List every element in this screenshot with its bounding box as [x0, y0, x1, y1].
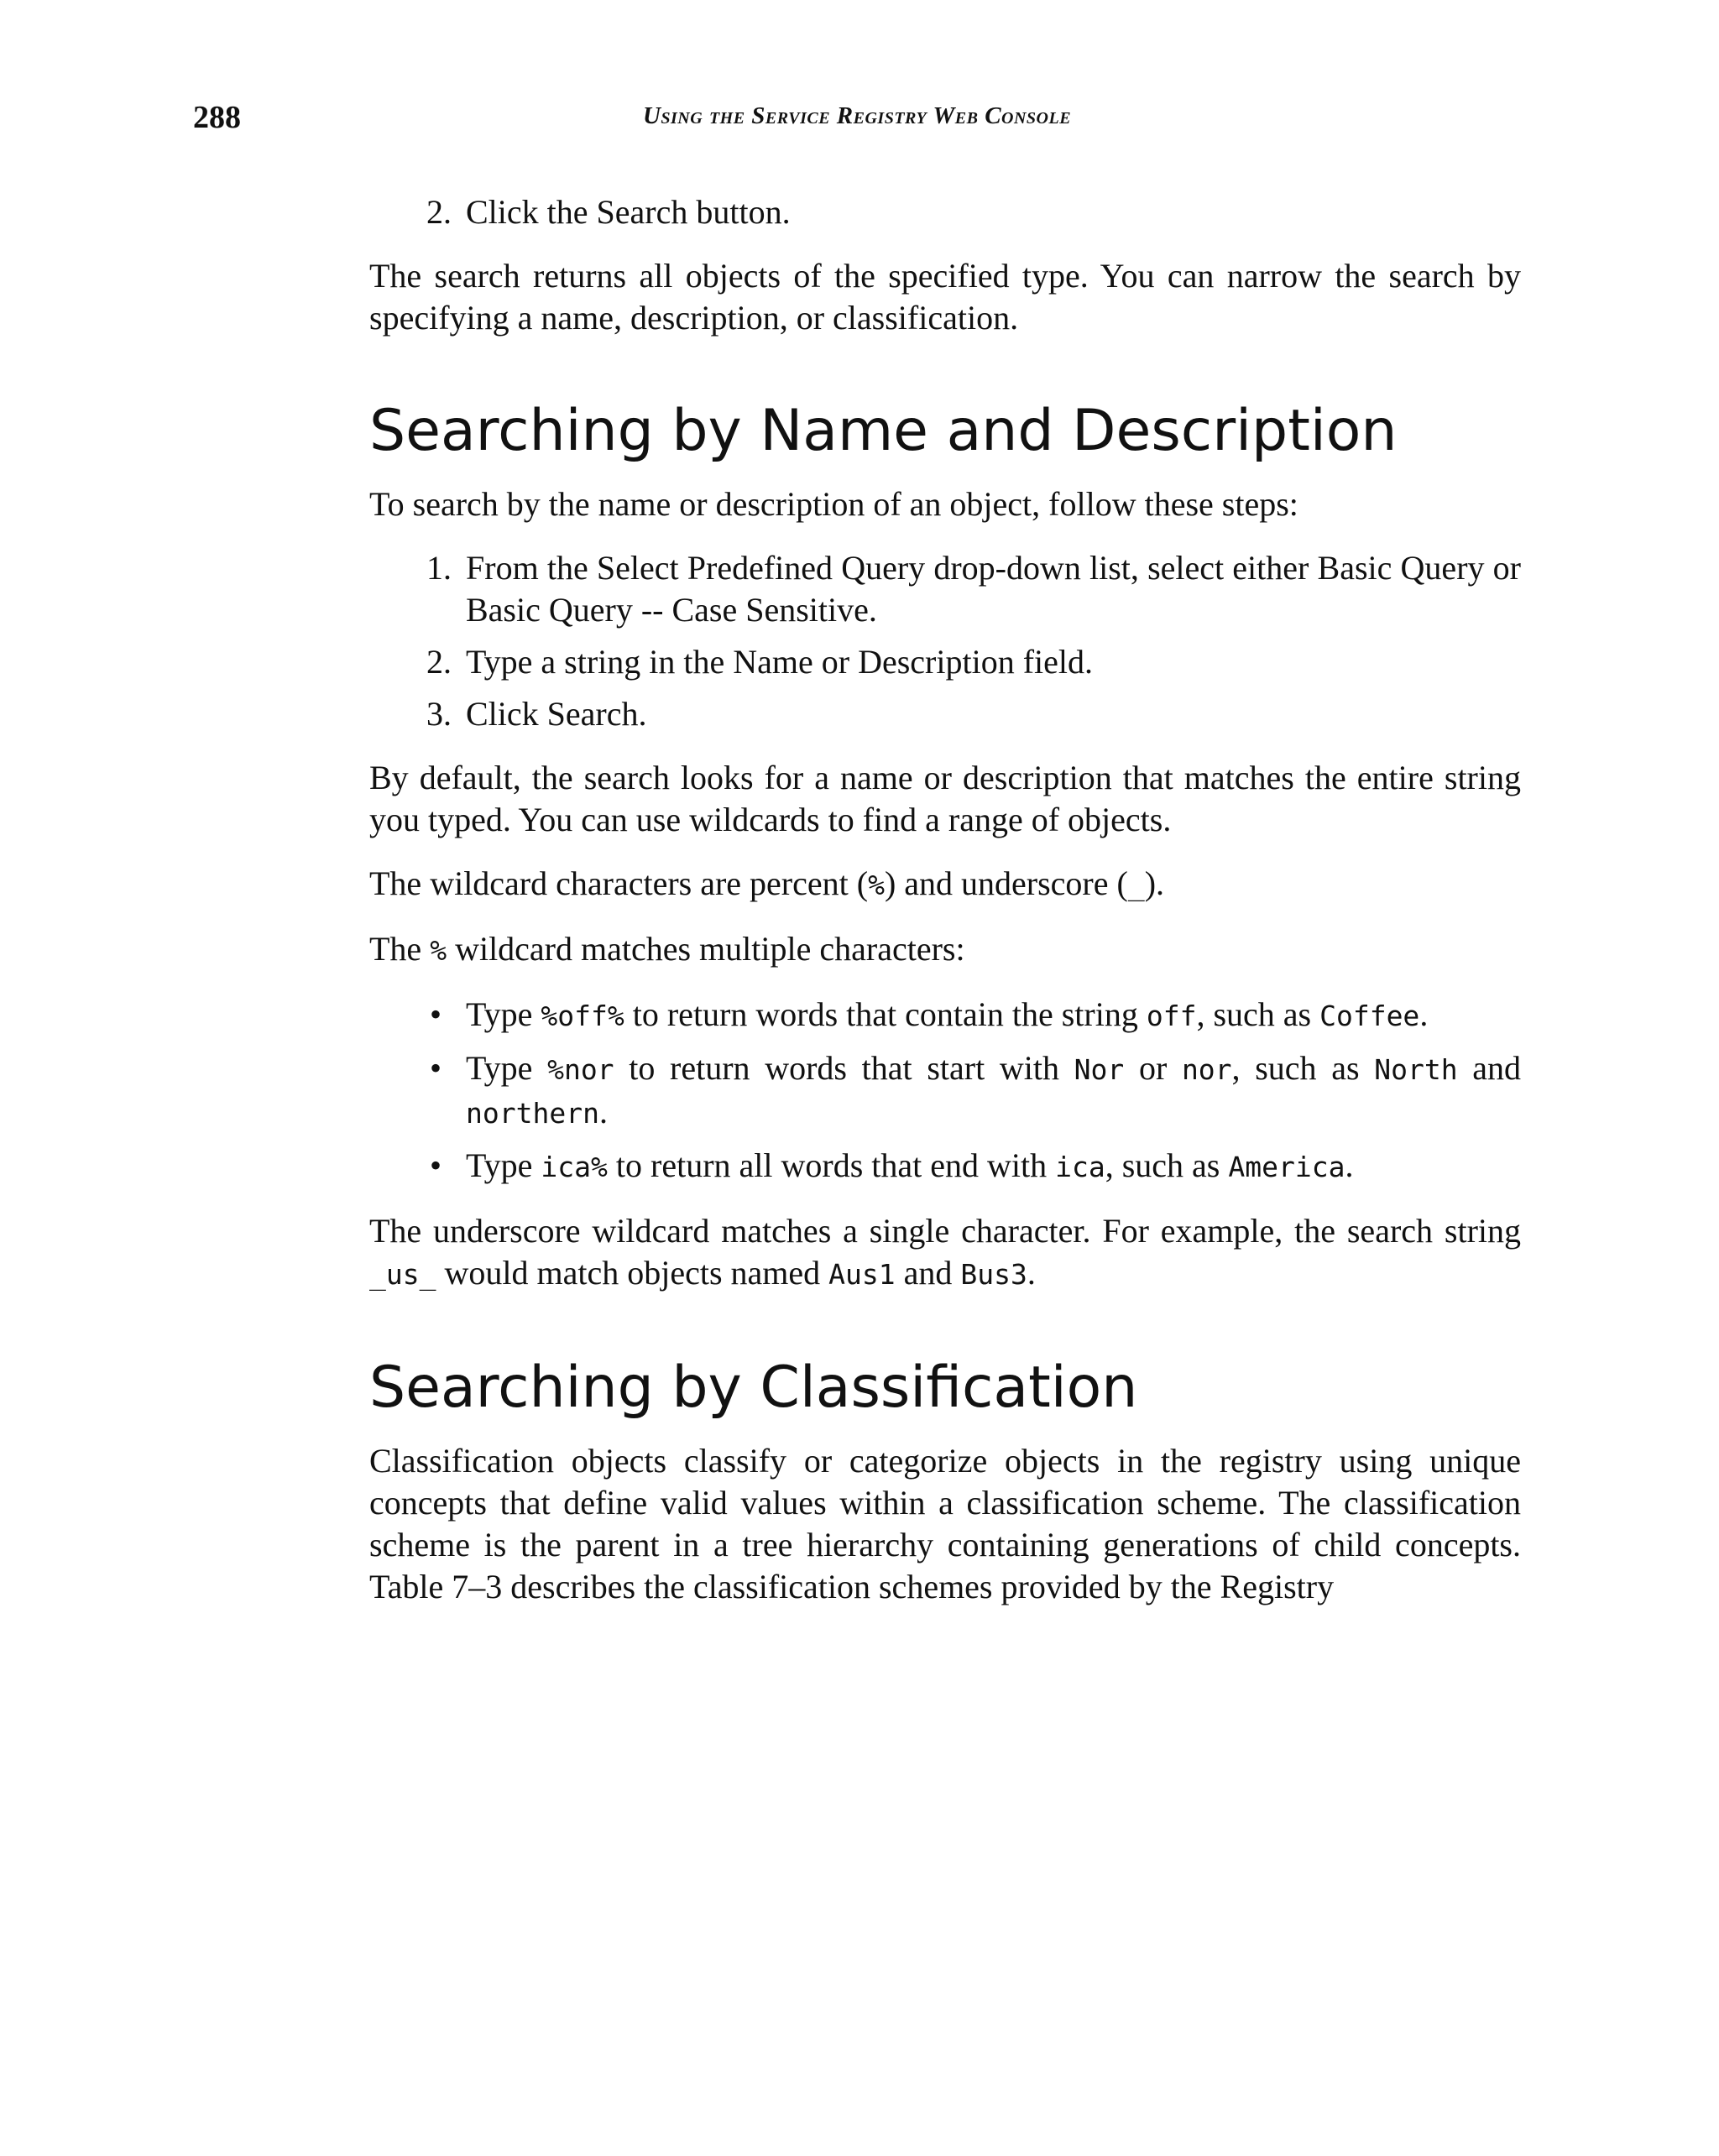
list-item [369, 1145, 1521, 1188]
step-number: 3. [426, 695, 452, 733]
text-run: The underscore wildcard matches a single character. For example, the search string [369, 1212, 1521, 1250]
code-snippet: %nor [547, 1053, 614, 1086]
code-snippet: North [1374, 1053, 1458, 1086]
code-snippet: nor [1181, 1053, 1232, 1086]
list-item [369, 693, 1521, 735]
code-underscore: _ [1127, 869, 1145, 901]
text-run: The [369, 930, 431, 968]
section-heading-classification: Searching by Classification [369, 1355, 1138, 1421]
text-run: , such as [1105, 1146, 1229, 1184]
code-snippet: ica [1055, 1151, 1105, 1183]
code-snippet: Nor [1074, 1053, 1125, 1086]
default-behavior-paragraph: By default, the search looks for a name or description that matches the entire string you typed. You can use wildcards to find a range of objects. [369, 759, 1521, 838]
text-run: . [1345, 1146, 1354, 1184]
bullet-glyph: • [430, 995, 442, 1033]
text-run: . [1419, 995, 1429, 1033]
code-snippet: ica% [541, 1151, 608, 1183]
step-number: 1. [426, 549, 452, 587]
list-item [369, 1047, 1521, 1135]
code-snippet: Coffee [1319, 1000, 1420, 1032]
text-run: and [895, 1254, 961, 1292]
text-run: Type [466, 1146, 541, 1184]
code-snippet: Bus3 [960, 1258, 1027, 1291]
bullet-glyph: • [430, 1146, 442, 1184]
text-run: or [1124, 1049, 1182, 1087]
text-run: to return all words that end with [607, 1146, 1056, 1184]
text-run: to return words that contain the string [624, 995, 1147, 1033]
classification-paragraph: Classification objects classify or categorize objects in the registry using unique concepts that define valid values within a classification scheme. The classification scheme is the parent in a tree hierarchy containing generations of child concepts. Table 7–3 describes the classification schemes provided by the Registry [369, 1442, 1521, 1605]
running-title: Using the Service Registry Web Console [642, 102, 1072, 129]
intro-steps [369, 191, 1521, 233]
step-number: 2. [426, 643, 452, 681]
text-run: ). [1144, 864, 1165, 902]
list-item [369, 641, 1521, 683]
step-text: Type a string in the Name or Description field. [466, 643, 1093, 681]
text-run: The wildcard characters are percent ( [369, 864, 869, 902]
code-snippet: Aus1 [828, 1258, 896, 1291]
intro-paragraph: The search returns all objects of the specified type. You can narrow the search by specifying a name, description, or classification. [369, 257, 1521, 337]
step-number: 2. [426, 193, 452, 231]
section-heading-name-description: Searching by Name and Description [369, 398, 1398, 464]
page-number: 288 [193, 100, 241, 135]
text-run: Type [466, 1049, 548, 1087]
text-run: and [1457, 1049, 1521, 1087]
code-snippet: northern [466, 1097, 599, 1130]
text-run: Type [466, 995, 541, 1033]
page-header [193, 99, 1521, 141]
wildcard-examples-list [369, 994, 1521, 1188]
text-run: to return words that start with [614, 1049, 1074, 1087]
step-text: Click the Search button. [466, 193, 791, 231]
list-item [369, 547, 1521, 631]
search-steps [369, 547, 1521, 735]
code-percent: % [430, 934, 447, 967]
text-run: . [1027, 1254, 1036, 1292]
percent-wildcard-paragraph [369, 928, 1521, 972]
text-run: would match objects named [436, 1254, 829, 1292]
step-text: Click Search. [466, 695, 647, 733]
list-item [369, 191, 1521, 233]
list-item [369, 994, 1521, 1037]
text-run: wildcard matches multiple characters: [447, 930, 965, 968]
step-text: From the Select Predefined Query drop-down list, select either Basic Query or Basic Query -- Case Sensitive. [466, 549, 1521, 629]
code-snippet: America [1228, 1151, 1345, 1183]
text-run: , such as [1196, 995, 1320, 1033]
underscore-wildcard-paragraph [369, 1210, 1521, 1296]
text-run: . [598, 1093, 608, 1130]
code-snippet: _us_ [369, 1258, 436, 1291]
bullet-glyph: • [430, 1049, 442, 1087]
page-content [369, 191, 1521, 1630]
code-percent: % [868, 869, 885, 901]
code-snippet: off [1146, 1000, 1197, 1032]
text-run: , such as [1231, 1049, 1375, 1087]
wildcard-characters-paragraph [369, 863, 1521, 906]
steps-lead-paragraph: To search by the name or description of an object, follow these steps: [369, 485, 1298, 523]
text-run: ) and underscore ( [884, 864, 1128, 902]
code-snippet: %off% [541, 1000, 624, 1032]
